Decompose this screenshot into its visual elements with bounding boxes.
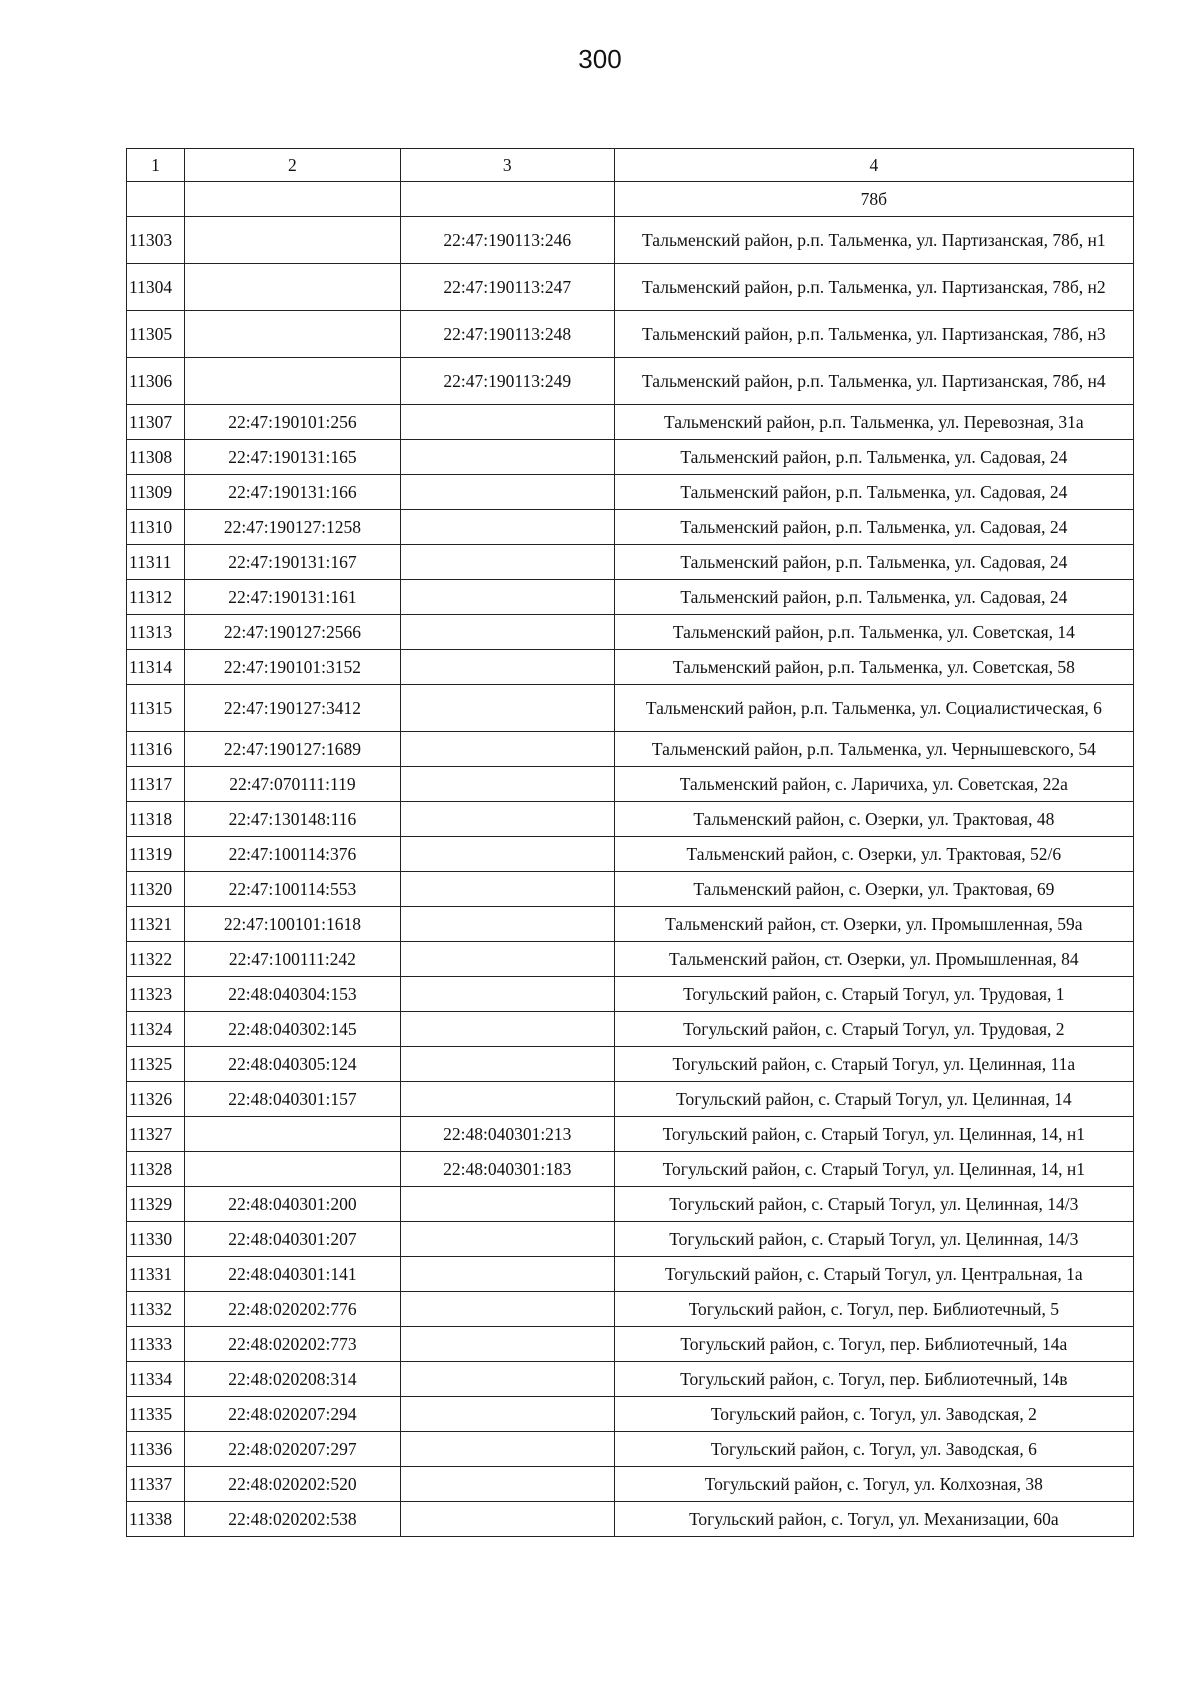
address-cell: Тальменский район, с. Озерки, ул. Трактовая, 48 — [614, 802, 1133, 837]
table-row — [127, 1082, 1134, 1117]
row-number-cell: 11335 — [127, 1397, 185, 1432]
table-row — [127, 685, 1134, 732]
registry-table — [126, 148, 1134, 1537]
cadastral-number-cell: 22:48:040301:200 — [184, 1187, 400, 1222]
table-row — [127, 358, 1134, 405]
address-cell: Тальменский район, р.п. Тальменка, ул. Чернышевского, 54 — [614, 732, 1133, 767]
building-number-cell — [400, 580, 614, 615]
address-cell: Тальменский район, р.п. Тальменка, ул. Советская, 14 — [614, 615, 1133, 650]
column-number: 1 — [127, 149, 185, 182]
address-cell: Тогульский район, с. Старый Тогул, ул. Центральная, 1а — [614, 1257, 1133, 1292]
address-cell: Тальменский район, р.п. Тальменка, ул. Партизанская, 78б, н2 — [614, 264, 1133, 311]
cadastral-number-cell: 22:47:100101:1618 — [184, 907, 400, 942]
building-number-cell — [400, 1222, 614, 1257]
row-number-cell: 11305 — [127, 311, 185, 358]
table-row — [127, 872, 1134, 907]
building-number-cell — [400, 1082, 614, 1117]
building-number-cell — [400, 615, 614, 650]
address-cell: Тальменский район, р.п. Тальменка, ул. Садовая, 24 — [614, 475, 1133, 510]
cadastral-number-cell: 22:47:130148:116 — [184, 802, 400, 837]
row-number-cell: 11329 — [127, 1187, 185, 1222]
row-number-cell: 11328 — [127, 1152, 185, 1187]
cadastral-number-cell: 22:48:020208:314 — [184, 1362, 400, 1397]
table-row — [127, 802, 1134, 837]
address-cell: Тогульский район, с. Старый Тогул, ул. Целинная, 14/3 — [614, 1187, 1133, 1222]
cadastral-number-cell: 22:47:190131:166 — [184, 475, 400, 510]
address-cell: Тогульский район, с. Старый Тогул, ул. Трудовая, 1 — [614, 977, 1133, 1012]
cadastral-number-cell: 22:47:190101:256 — [184, 405, 400, 440]
row-number-cell: 11308 — [127, 440, 185, 475]
address-cell: Тальменский район, р.п. Тальменка, ул. Садовая, 24 — [614, 510, 1133, 545]
cadastral-number-cell: 22:47:190127:1258 — [184, 510, 400, 545]
column-number: 4 — [614, 149, 1133, 182]
table-row — [127, 767, 1134, 802]
address-cell: Тальменский район, с. Озерки, ул. Трактовая, 69 — [614, 872, 1133, 907]
building-number-cell: 22:47:190113:246 — [400, 217, 614, 264]
address-cell: Тальменский район, р.п. Тальменка, ул. Садовая, 24 — [614, 580, 1133, 615]
address-cell: Тальменский район, р.п. Тальменка, ул. Садовая, 24 — [614, 545, 1133, 580]
building-number-cell — [400, 1432, 614, 1467]
building-number-cell — [400, 837, 614, 872]
building-number-cell — [400, 1187, 614, 1222]
table-row — [127, 1397, 1134, 1432]
cadastral-number-cell — [184, 358, 400, 405]
cadastral-number-cell: 22:48:020207:294 — [184, 1397, 400, 1432]
row-number-cell: 11315 — [127, 685, 185, 732]
row-number-cell: 11332 — [127, 1292, 185, 1327]
cadastral-number-cell: 22:48:020202:520 — [184, 1467, 400, 1502]
row-number-cell: 11319 — [127, 837, 185, 872]
table-row — [127, 1257, 1134, 1292]
row-number-cell: 11318 — [127, 802, 185, 837]
cadastral-number-cell: 22:47:190127:3412 — [184, 685, 400, 732]
cadastral-number-cell: 22:47:100111:242 — [184, 942, 400, 977]
row-number-cell: 11316 — [127, 732, 185, 767]
row-number-cell: 11324 — [127, 1012, 185, 1047]
building-number-cell: 22:47:190113:249 — [400, 358, 614, 405]
cadastral-number-cell: 22:48:040305:124 — [184, 1047, 400, 1082]
address-cell: Тогульский район, с. Старый Тогул, ул. Целинная, 14, н1 — [614, 1117, 1133, 1152]
table-row — [127, 977, 1134, 1012]
row-number-cell: 11327 — [127, 1117, 185, 1152]
table-row — [127, 1327, 1134, 1362]
row-number-cell: 11306 — [127, 358, 185, 405]
cadastral-number-cell: 22:47:190131:165 — [184, 440, 400, 475]
building-number-cell — [400, 977, 614, 1012]
cadastral-number-cell: 22:48:020202:773 — [184, 1327, 400, 1362]
row-number-cell: 11326 — [127, 1082, 185, 1117]
cadastral-number-cell — [184, 264, 400, 311]
table-row — [127, 1047, 1134, 1082]
row-number-cell: 11338 — [127, 1502, 185, 1537]
cadastral-number-cell: 22:48:040301:157 — [184, 1082, 400, 1117]
cadastral-number-cell: 22:48:040302:145 — [184, 1012, 400, 1047]
row-number-cell: 11336 — [127, 1432, 185, 1467]
cadastral-number-cell: 22:47:190101:3152 — [184, 650, 400, 685]
row-number-cell: 11307 — [127, 405, 185, 440]
building-number-cell — [400, 1467, 614, 1502]
cadastral-number-cell: 22:48:040301:207 — [184, 1222, 400, 1257]
table-cell: 78б — [614, 182, 1133, 217]
table-row — [127, 1292, 1134, 1327]
row-number-cell: 11334 — [127, 1362, 185, 1397]
cadastral-number-cell: 22:48:020207:297 — [184, 1432, 400, 1467]
cadastral-number-cell: 22:47:190131:167 — [184, 545, 400, 580]
table-row — [127, 440, 1134, 475]
table-row — [127, 1467, 1134, 1502]
table-row — [127, 1012, 1134, 1047]
building-number-cell — [400, 650, 614, 685]
cadastral-number-cell: 22:47:190127:2566 — [184, 615, 400, 650]
address-cell: Тогульский район, с. Тогул, ул. Заводская, 2 — [614, 1397, 1133, 1432]
table-row — [127, 837, 1134, 872]
table-cell — [400, 182, 614, 217]
column-number-row — [127, 149, 1134, 182]
address-cell: Тальменский район, р.п. Тальменка, ул. Партизанская, 78б, н1 — [614, 217, 1133, 264]
table-row — [127, 510, 1134, 545]
row-number-cell: 11313 — [127, 615, 185, 650]
building-number-cell — [400, 907, 614, 942]
address-cell: Тальменский район, с. Ларичиха, ул. Советская, 22а — [614, 767, 1133, 802]
table-row — [127, 264, 1134, 311]
building-number-cell — [400, 545, 614, 580]
table-row — [127, 311, 1134, 358]
cadastral-number-cell: 22:47:100114:376 — [184, 837, 400, 872]
address-cell: Тальменский район, р.п. Тальменка, ул. Социалистическая, 6 — [614, 685, 1133, 732]
building-number-cell — [400, 1292, 614, 1327]
building-number-cell — [400, 942, 614, 977]
address-cell: Тальменский район, р.п. Тальменка, ул. Партизанская, 78б, н4 — [614, 358, 1133, 405]
row-number-cell: 11337 — [127, 1467, 185, 1502]
cadastral-number-cell: 22:47:100114:553 — [184, 872, 400, 907]
row-number-cell: 11309 — [127, 475, 185, 510]
building-number-cell — [400, 1362, 614, 1397]
table-row — [127, 942, 1134, 977]
column-number: 2 — [184, 149, 400, 182]
table-row — [127, 405, 1134, 440]
column-number: 3 — [400, 149, 614, 182]
table-cell — [184, 182, 400, 217]
building-number-cell — [400, 1047, 614, 1082]
cadastral-number-cell: 22:47:070111:119 — [184, 767, 400, 802]
address-cell: Тогульский район, с. Старый Тогул, ул. Трудовая, 2 — [614, 1012, 1133, 1047]
building-number-cell — [400, 1327, 614, 1362]
address-cell: Тальменский район, ст. Озерки, ул. Промышленная, 84 — [614, 942, 1133, 977]
building-number-cell — [400, 510, 614, 545]
building-number-cell: 22:47:190113:248 — [400, 311, 614, 358]
address-cell: Тогульский район, с. Тогул, пер. Библиотечный, 14в — [614, 1362, 1133, 1397]
table-row — [127, 1152, 1134, 1187]
building-number-cell — [400, 732, 614, 767]
row-number-cell: 11331 — [127, 1257, 185, 1292]
building-number-cell — [400, 685, 614, 732]
row-number-cell: 11333 — [127, 1327, 185, 1362]
cadastral-number-cell — [184, 1117, 400, 1152]
row-number-cell: 11320 — [127, 872, 185, 907]
address-cell: Тогульский район, с. Тогул, ул. Заводская, 6 — [614, 1432, 1133, 1467]
address-cell: Тальменский район, ст. Озерки, ул. Промышленная, 59а — [614, 907, 1133, 942]
address-cell: Тальменский район, р.п. Тальменка, ул. Советская, 58 — [614, 650, 1133, 685]
address-cell: Тогульский район, с. Старый Тогул, ул. Целинная, 14, н1 — [614, 1152, 1133, 1187]
building-number-cell — [400, 802, 614, 837]
table-row — [127, 217, 1134, 264]
table-row — [127, 732, 1134, 767]
table-row — [127, 615, 1134, 650]
row-number-cell: 11312 — [127, 580, 185, 615]
building-number-cell — [400, 1012, 614, 1047]
row-number-cell: 11322 — [127, 942, 185, 977]
building-number-cell — [400, 405, 614, 440]
page-number: 300 — [578, 44, 622, 74]
cadastral-number-cell: 22:48:040304:153 — [184, 977, 400, 1012]
address-cell: Тогульский район, с. Старый Тогул, ул. Целинная, 14 — [614, 1082, 1133, 1117]
row-number-cell: 11317 — [127, 767, 185, 802]
cadastral-number-cell — [184, 1152, 400, 1187]
table-row — [127, 580, 1134, 615]
address-cell: Тальменский район, с. Озерки, ул. Трактовая, 52/6 — [614, 837, 1133, 872]
row-number-cell: 11321 — [127, 907, 185, 942]
cadastral-number-cell: 22:47:190127:1689 — [184, 732, 400, 767]
table-row — [127, 1222, 1134, 1257]
table-row — [127, 545, 1134, 580]
building-number-cell — [400, 1397, 614, 1432]
address-cell: Тогульский район, с. Тогул, ул. Механизации, 60а — [614, 1502, 1133, 1537]
building-number-cell: 22:48:040301:213 — [400, 1117, 614, 1152]
table-cell — [127, 182, 185, 217]
row-number-cell: 11310 — [127, 510, 185, 545]
table-row — [127, 1432, 1134, 1467]
building-number-cell — [400, 767, 614, 802]
address-cell: Тогульский район, с. Тогул, ул. Колхозная, 38 — [614, 1467, 1133, 1502]
row-number-cell: 11303 — [127, 217, 185, 264]
building-number-cell: 22:47:190113:247 — [400, 264, 614, 311]
row-number-cell: 11314 — [127, 650, 185, 685]
cadastral-number-cell — [184, 217, 400, 264]
cadastral-number-cell: 22:48:040301:141 — [184, 1257, 400, 1292]
building-number-cell: 22:48:040301:183 — [400, 1152, 614, 1187]
row-number-cell: 11311 — [127, 545, 185, 580]
table-row — [127, 1187, 1134, 1222]
address-cell: Тогульский район, с. Тогул, пер. Библиотечный, 14а — [614, 1327, 1133, 1362]
building-number-cell — [400, 872, 614, 907]
table-row — [127, 1117, 1134, 1152]
table-row — [127, 650, 1134, 685]
building-number-cell — [400, 440, 614, 475]
building-number-cell — [400, 475, 614, 510]
table-row — [127, 1502, 1134, 1537]
building-number-cell — [400, 1502, 614, 1537]
row-number-cell: 11304 — [127, 264, 185, 311]
row-number-cell: 11330 — [127, 1222, 185, 1257]
row-number-cell: 11323 — [127, 977, 185, 1012]
cadastral-number-cell: 22:47:190131:161 — [184, 580, 400, 615]
table-row — [127, 1362, 1134, 1397]
cadastral-number-cell: 22:48:020202:776 — [184, 1292, 400, 1327]
address-cell: Тогульский район, с. Тогул, пер. Библиотечный, 5 — [614, 1292, 1133, 1327]
address-cell: Тальменский район, р.п. Тальменка, ул. Партизанская, 78б, н3 — [614, 311, 1133, 358]
row-number-cell: 11325 — [127, 1047, 185, 1082]
table-row — [127, 907, 1134, 942]
address-cell: Тальменский район, р.п. Тальменка, ул. Перевозная, 31а — [614, 405, 1133, 440]
address-cell: Тальменский район, р.п. Тальменка, ул. Садовая, 24 — [614, 440, 1133, 475]
address-cell: Тогульский район, с. Старый Тогул, ул. Целинная, 11а — [614, 1047, 1133, 1082]
continuation-row — [127, 182, 1134, 217]
cadastral-number-cell: 22:48:020202:538 — [184, 1502, 400, 1537]
cadastral-number-cell — [184, 311, 400, 358]
building-number-cell — [400, 1257, 614, 1292]
table-row — [127, 475, 1134, 510]
address-cell: Тогульский район, с. Старый Тогул, ул. Целинная, 14/3 — [614, 1222, 1133, 1257]
